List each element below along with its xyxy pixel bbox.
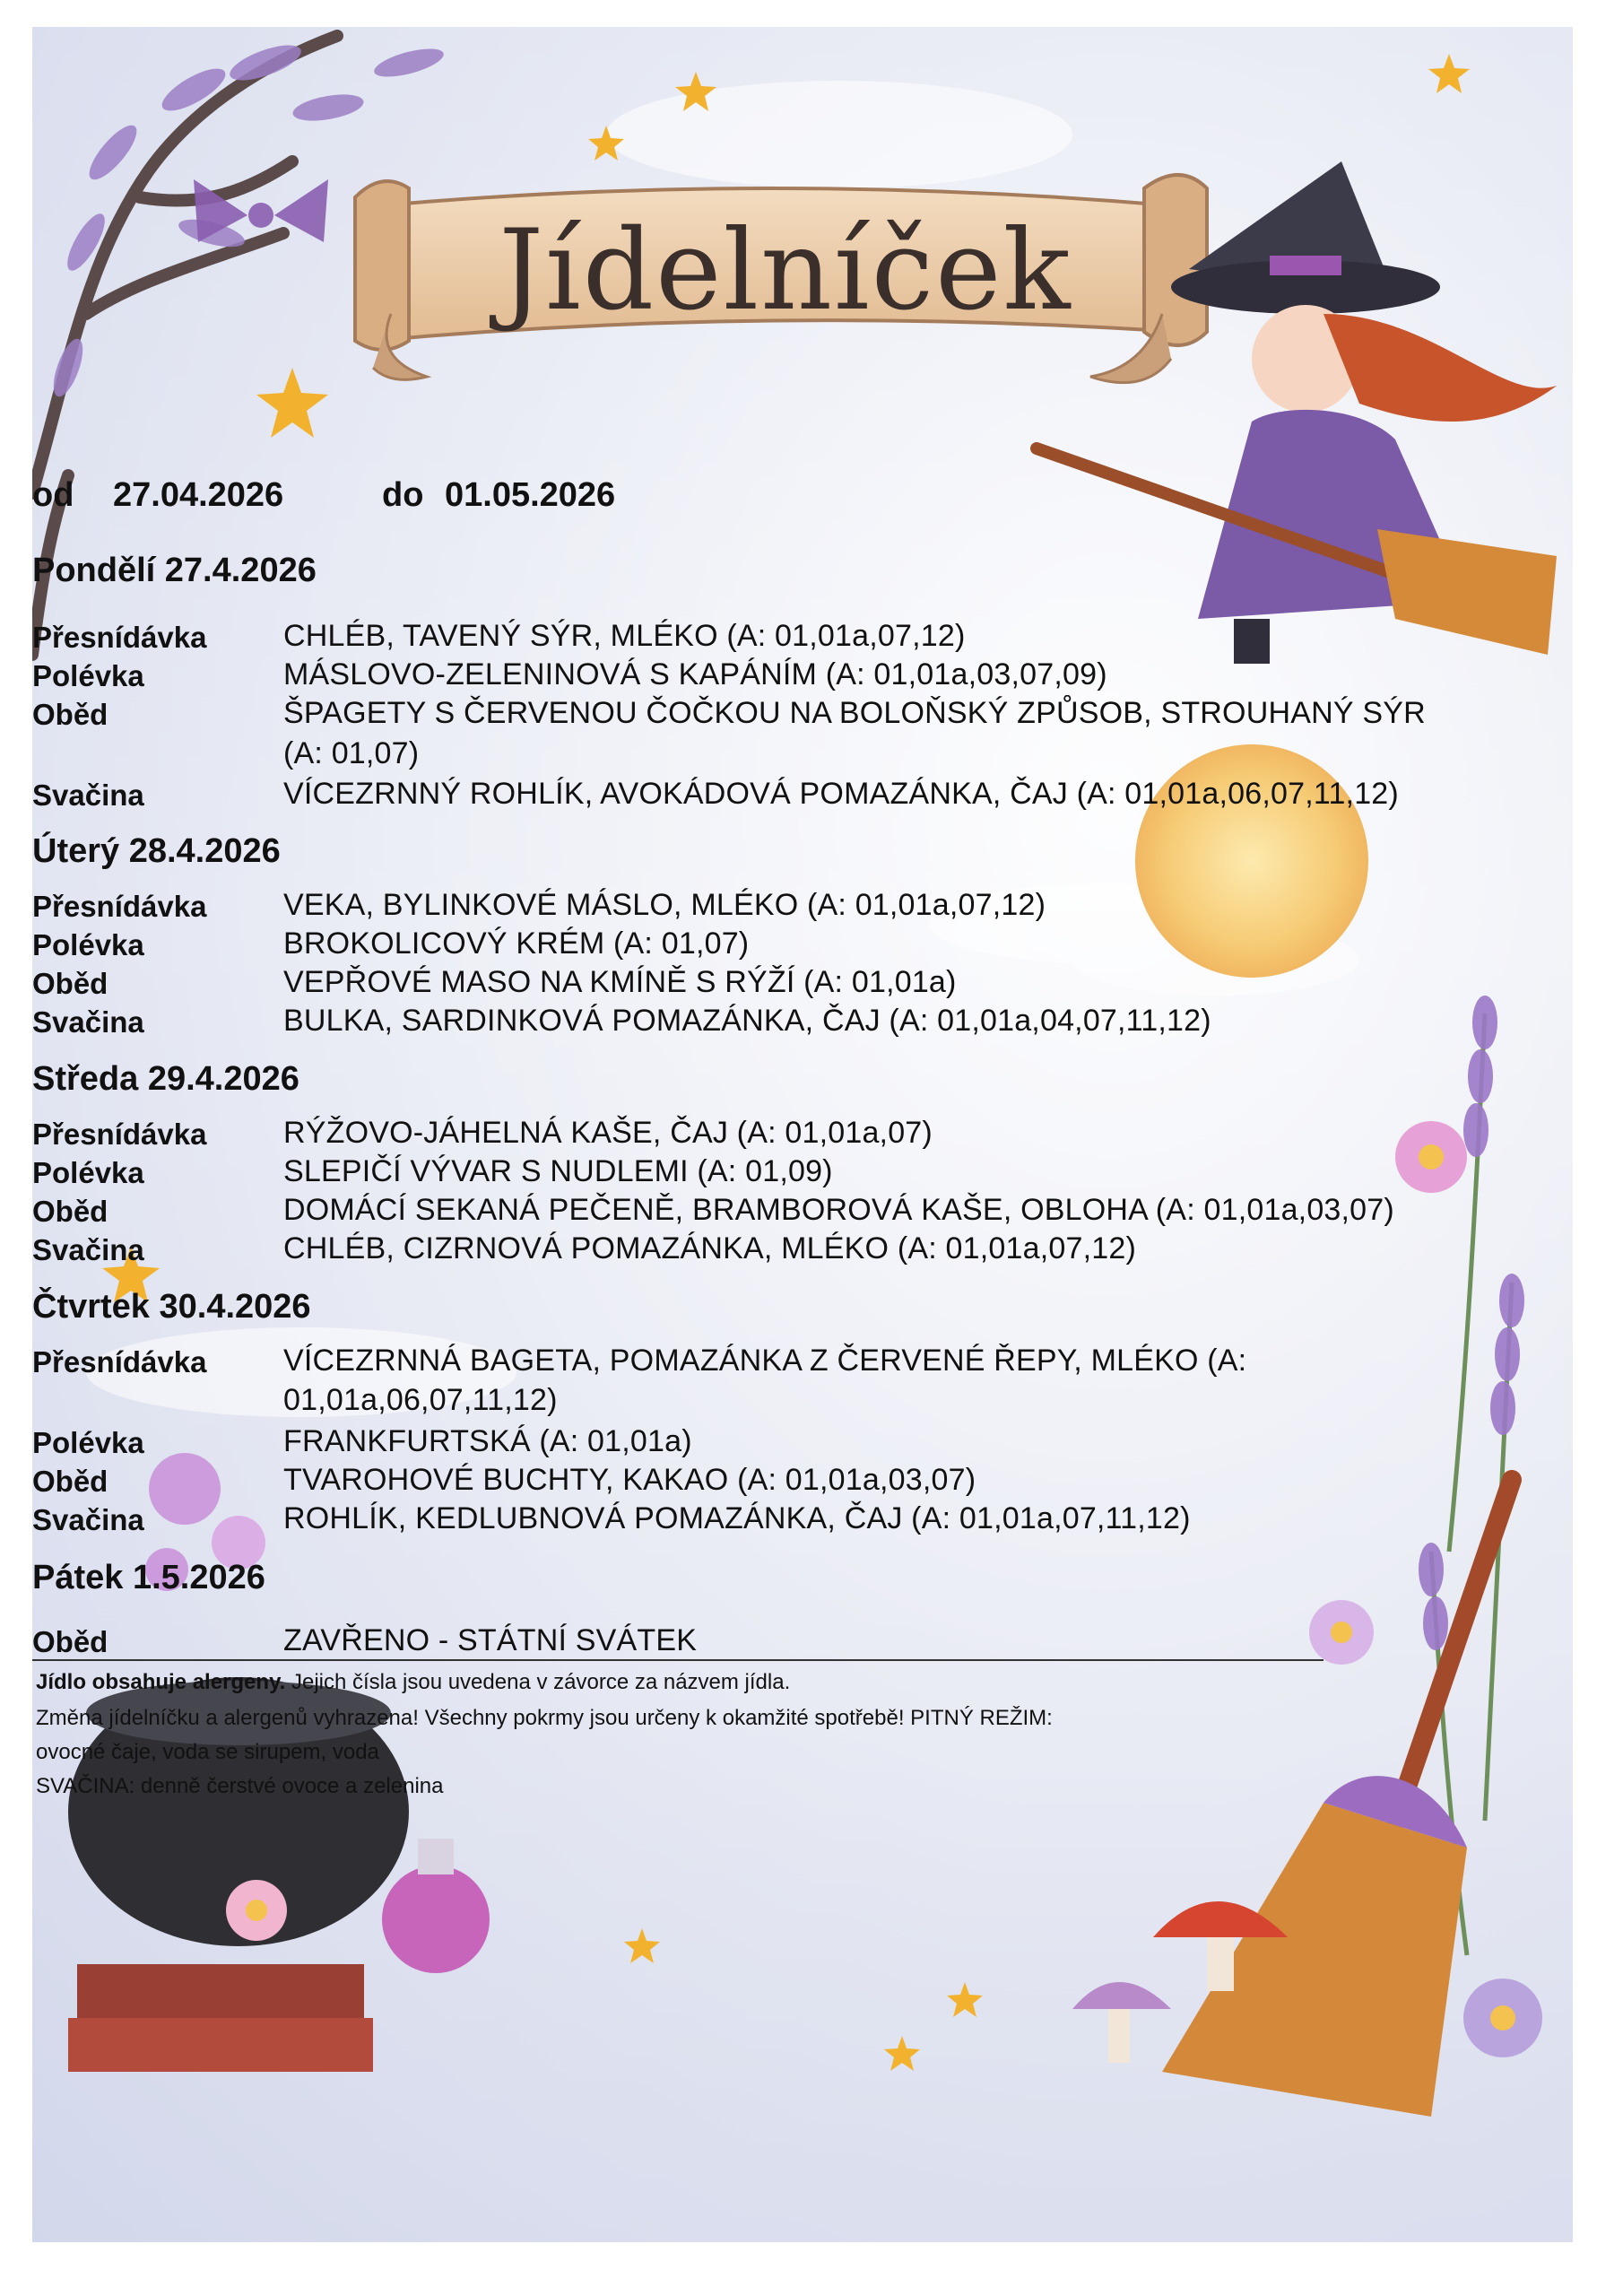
meal-label: Polévka <box>32 1156 144 1189</box>
meal-label: Oběd <box>32 1465 108 1498</box>
day-heading-friday: Pátek 1.5.2026 <box>32 1559 265 1596</box>
meal-text: VÍCEZRNNÝ ROHLÍK, AVOKÁDOVÁ POMAZÁNKA, ČAJ (A: 01,01a,06,07,11,12) <box>283 777 1399 811</box>
title-banner <box>373 161 1198 368</box>
meal-text-continued: (A: 01,07) <box>283 736 420 770</box>
day-heading-monday: Pondělí 27.4.2026 <box>32 552 317 589</box>
meal-label: Polévka <box>32 659 144 692</box>
meal-label: Přesnídávka <box>32 621 207 654</box>
meal-text: DOMÁCÍ SEKANÁ PEČENĚ, BRAMBOROVÁ KAŠE, OBLOHA (A: 01,01a,03,07) <box>283 1193 1394 1227</box>
meal-text: BULKA, SARDINKOVÁ POMAZÁNKA, ČAJ (A: 01,01a,04,07,11,12) <box>283 1004 1211 1038</box>
meal-label: Svačina <box>32 778 144 812</box>
meal-text: FRANKFURTSKÁ (A: 01,01a) <box>283 1424 692 1458</box>
meal-label: Svačina <box>32 1503 144 1536</box>
meal-text: VÍCEZRNNÁ BAGETA, POMAZÁNKA Z ČERVENÉ ŘEPY, MLÉKO (A: <box>283 1344 1247 1378</box>
allergen-note <box>36 1670 790 1695</box>
meal-label: Oběd <box>32 967 108 1000</box>
meal-label: Oběd <box>32 1625 108 1658</box>
meal-text: VEPŘOVÉ MASO NA KMÍNĚ S RÝŽÍ (A: 01,01a) <box>283 965 957 999</box>
meal-label: Přesnídávka <box>32 1118 207 1151</box>
meal-text: TVAROHOVÉ BUCHTY, KAKAO (A: 01,01a,03,07) <box>283 1463 976 1497</box>
meal-text: ZAVŘENO - STÁTNÍ SVÁTEK <box>283 1623 698 1657</box>
meal-label: Svačina <box>32 1005 144 1039</box>
meal-label: Oběd <box>32 698 108 731</box>
meal-text: RÝŽOVO-JÁHELNÁ KAŠE, ČAJ (A: 01,01a,07) <box>283 1116 933 1150</box>
day-heading-tuesday: Úterý 28.4.2026 <box>32 832 281 870</box>
snack-line: SVAČINA: denně čerstvé ovoce a zelenina <box>36 1774 444 1798</box>
divider-line <box>32 1659 1324 1661</box>
meal-text: CHLÉB, TAVENÝ SÝR, MLÉKO (A: 01,01a,07,12) <box>283 619 966 653</box>
meal-label: Přesnídávka <box>32 890 207 923</box>
meal-text: SLEPIČÍ VÝVAR S NUDLEMI (A: 01,09) <box>283 1154 833 1188</box>
period-to-date: 01.05.2026 <box>445 476 616 514</box>
day-heading-thursday: Čtvrtek 30.4.2026 <box>32 1288 311 1326</box>
broom-illustration <box>1162 1480 1512 2117</box>
meal-text: ROHLÍK, KEDLUBNOVÁ POMAZÁNKA, ČAJ (A: 01,01a,07,11,12) <box>283 1501 1191 1535</box>
notice-line: Změna jídelníčku a alergenů vyhrazena! Všechny pokrmy jsou určeny k okamžité spotřebě! PITNÝ REŽIM: <box>36 1706 1053 1730</box>
meal-text: VEKA, BYLINKOVÉ MÁSLO, MLÉKO (A: 01,01a,07,12) <box>283 888 1046 922</box>
meal-label: Přesnídávka <box>32 1345 207 1378</box>
meal-text: BROKOLICOVÝ KRÉM (A: 01,07) <box>283 926 750 961</box>
period-from-label: od <box>32 476 74 514</box>
meal-label: Polévka <box>32 1426 144 1459</box>
meal-label: Svačina <box>32 1233 144 1266</box>
drinks-line: ovocné čaje, voda se sirupem, voda <box>36 1740 379 1764</box>
meal-label: Oběd <box>32 1195 108 1228</box>
meal-text: CHLÉB, CIZRNOVÁ POMAZÁNKA, MLÉKO (A: 01,01a,07,12) <box>283 1231 1136 1265</box>
period-from-date: 27.04.2026 <box>113 476 284 514</box>
page-title: Jídelníček <box>499 206 1072 335</box>
meal-text: MÁSLOVO-ZELENINOVÁ S KAPÁNÍM (A: 01,01a,03,07,09) <box>283 657 1107 691</box>
meal-label: Polévka <box>32 928 144 961</box>
meal-text: ŠPAGETY S ČERVENOU ČOČKOU NA BOLOŇSKÝ ZPŮSOB, STROUHANÝ SÝR <box>283 696 1426 730</box>
allergen-note-bold: Jídlo obsahuje alergeny. <box>36 1670 286 1694</box>
menu-sheet <box>32 27 1573 2242</box>
allergen-note-rest: Jejich čísla jsou uvedena v závorce za názvem jídla. <box>285 1670 791 1694</box>
period-to-label: do <box>382 476 424 514</box>
meal-text-continued: 01,01a,06,07,11,12) <box>283 1383 558 1417</box>
day-heading-wednesday: Středa 29.4.2026 <box>32 1060 299 1098</box>
